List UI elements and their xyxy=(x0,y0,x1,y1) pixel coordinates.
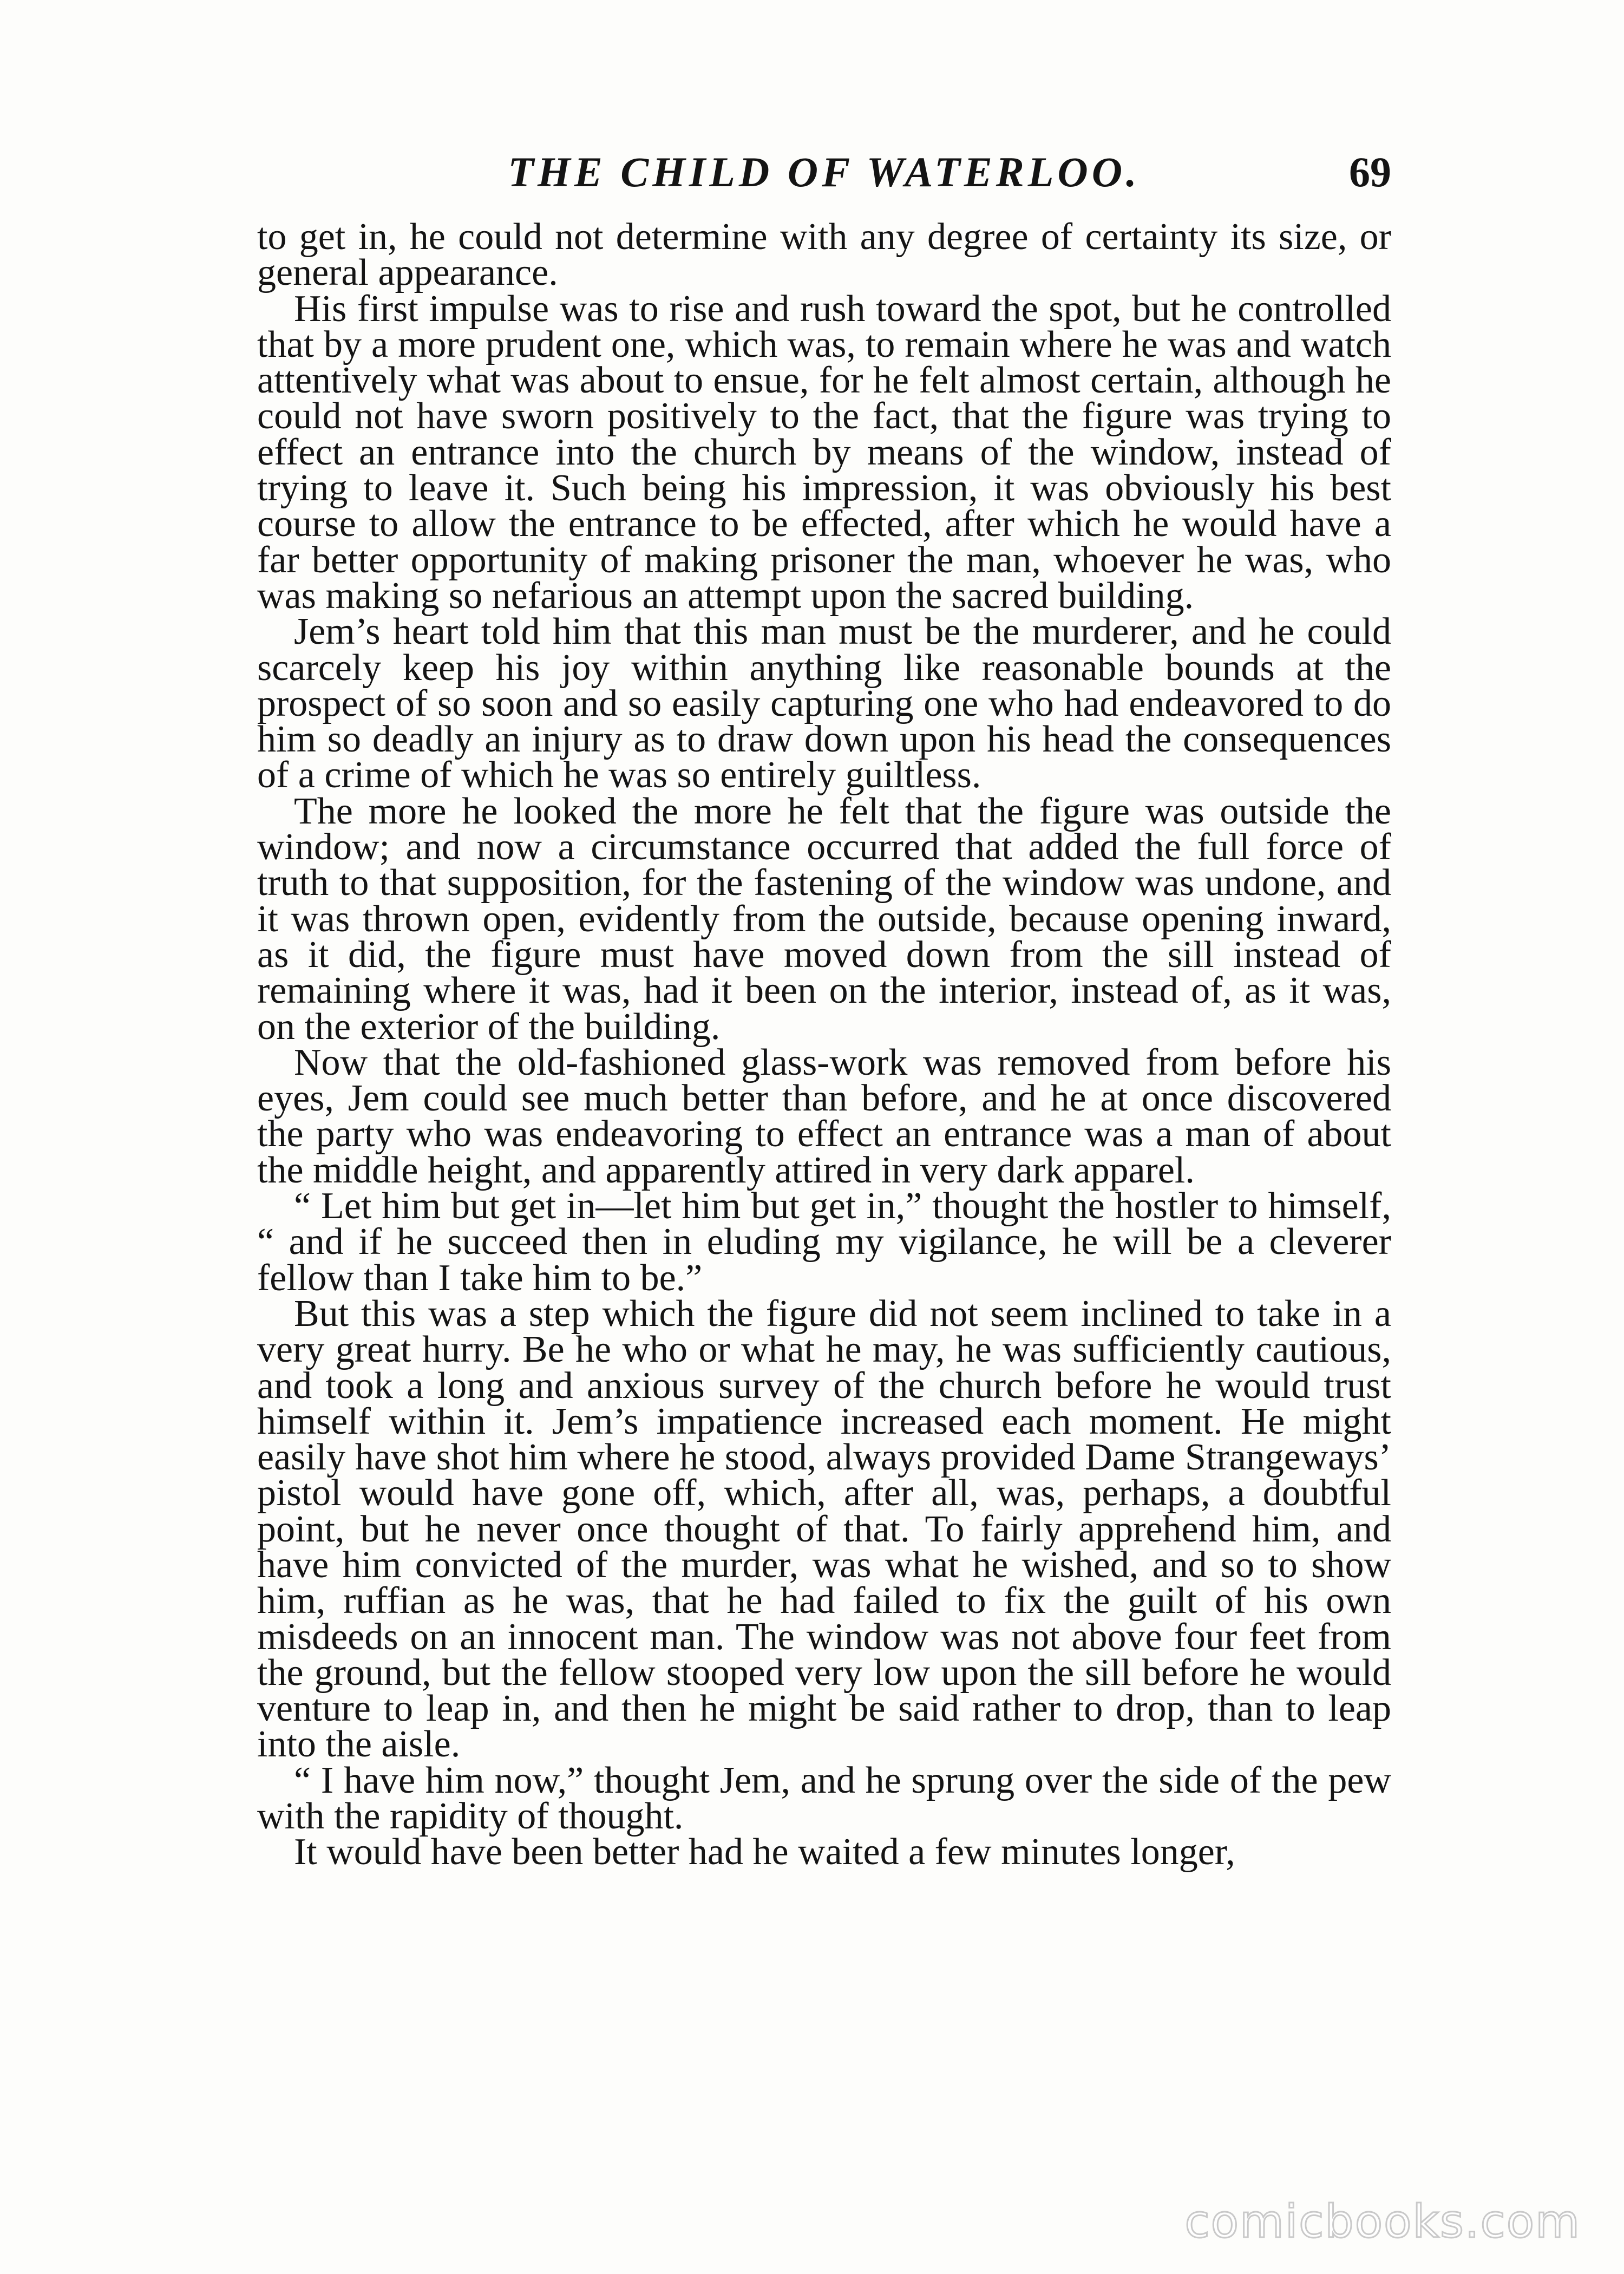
paragraph-continuation: to get in, he could not determine with any degree of certainty its size, or general appearance. xyxy=(257,216,1391,294)
body-text xyxy=(257,216,1391,1873)
watermark: comicbooks.com xyxy=(1184,2195,1581,2248)
paragraph-first-impulse: His first impulse was to rise and rush toward the spot, but he controlled that by a more prudent one, which was, to remain where he was and watch attentively what was about to ensue, for he felt almost certain, although he could not have sworn positively to the fact, that the figure was trying to effect an entrance into the church by means of the window, instead of trying to leave it. Such being his impression, it was obviously his best course to allow the entrance to be effected, after which he would have a far better opportunity of making prisoner the man, whoever he was, who was making so nefarious an attempt upon the sacred building. xyxy=(257,287,1391,617)
paragraph-cautious-figure: But this was a step which the figure did not seem inclined to take in a very great hurry. Be he who or what he may, he was sufficiently cautious, and took a long and anxious survey of the church before he would trust himself within it. Jem’s impatience increased each moment. He might easily have shot him where he stood, always provided Dame Strangeways’ pistol would have gone off, which, after all, was, perhaps, a doubtful point, but he never once thought of that. To fairly apprehend him, and have him convicted of the murder, was what he wished, and so to show him, ruffian as he was, that he had failed to fix the guilt of his own misdeeds on an innocent man. The window was not above four feet from the ground, but the fellow stooped very low upon the sill before he would venture to leap in, and then he might be said rather to drop, than to leap into the aisle. xyxy=(257,1292,1391,1766)
paragraph-glass-removed: Now that the old-fashioned glass-work was removed from before his eyes, Jem could see much better than before, and he at once discovered the party who was endeavoring to effect an entrance was a man of about the middle height, and apparently attired in very dark apparel. xyxy=(257,1041,1391,1191)
paragraph-have-him-now: “ I have him now,” thought Jem, and he sprung over the side of the pew with the rapidity of thought. xyxy=(257,1759,1391,1838)
paragraph-jems-heart: Jem’s heart told him that this man must be the murderer, and he could scarcely keep his joy within anything like reasonable bounds at the prospect of so soon and so easily capturing one who had endeavored to do him so deadly an injury as to draw down upon his head the consequences of a crime of which he was so entirely guiltless. xyxy=(257,611,1391,796)
running-header xyxy=(257,145,1391,205)
paragraph-window-opened: The more he looked the more he felt that the figure was outside the window; and now a circumstance occurred that added the full force of truth to that supposition, for the fastening of the window was undone, and it was thrown open, evidently from the outside, because opening inward, as it did, the figure must have moved down from the sill instead of remaining where it was, had it been on the interior, instead of, as it was, on the exterior of the building. xyxy=(257,790,1391,1048)
paragraph-closing-line: It would have been better had he waited a few minutes longer, xyxy=(294,1831,1235,1873)
running-title: THE CHILD OF WATERLOO. xyxy=(508,148,1141,195)
page-number: 69 xyxy=(1349,148,1391,195)
paragraph-let-him-get-in: “ Let him but get in—let him but get in,” thought the hostler to himself, “ and if he succeed then in eluding my vigilance, he will be a cleverer fellow than I take him to be.” xyxy=(257,1185,1391,1299)
